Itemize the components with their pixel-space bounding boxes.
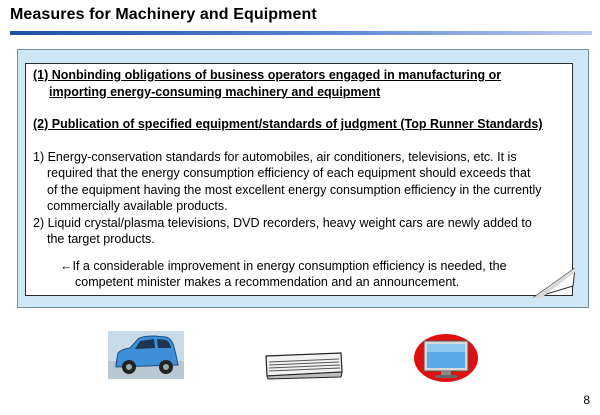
point1-line4: commercially available products.	[47, 199, 228, 213]
point2-line1: 2) Liquid crystal/plasma televisions, DVD recorders, heavy weight cars are newly added to	[33, 215, 532, 230]
page-number: 8	[583, 393, 590, 407]
item1-line1: (1) Nonbinding obligations of business operators engaged in manufacturing or	[33, 68, 502, 82]
point2-line2: the target products.	[47, 232, 155, 246]
television-image	[413, 333, 479, 383]
item2-heading: (2) Publication of specified equipment/standards of judgment (Top Runner Standards)	[33, 117, 543, 131]
point1-line3: of the equipment having the most excellent energy consumption efficiency in the currently	[47, 182, 542, 197]
item1-line2: importing energy-consuming machinery and equipment	[49, 84, 381, 99]
note-line1: ←If a considerable improvement in energy consumption efficiency is needed, the	[60, 258, 507, 273]
note-line2: competent minister makes a recommendation and an announcement.	[75, 275, 460, 289]
air-conditioner-image	[263, 350, 345, 380]
car-image	[108, 331, 184, 379]
slide-title: Measures for Machinery and Equipment	[10, 6, 317, 23]
point1-line1: 1) Energy-conservation standards for automobiles, air conditioners, televisions, etc. It is	[33, 149, 517, 164]
content-text	[33, 67, 569, 291]
point1-line2: required that the energy consumption efficiency of each equipment should exceeds that	[47, 166, 531, 180]
title-underline-bar	[10, 31, 592, 35]
